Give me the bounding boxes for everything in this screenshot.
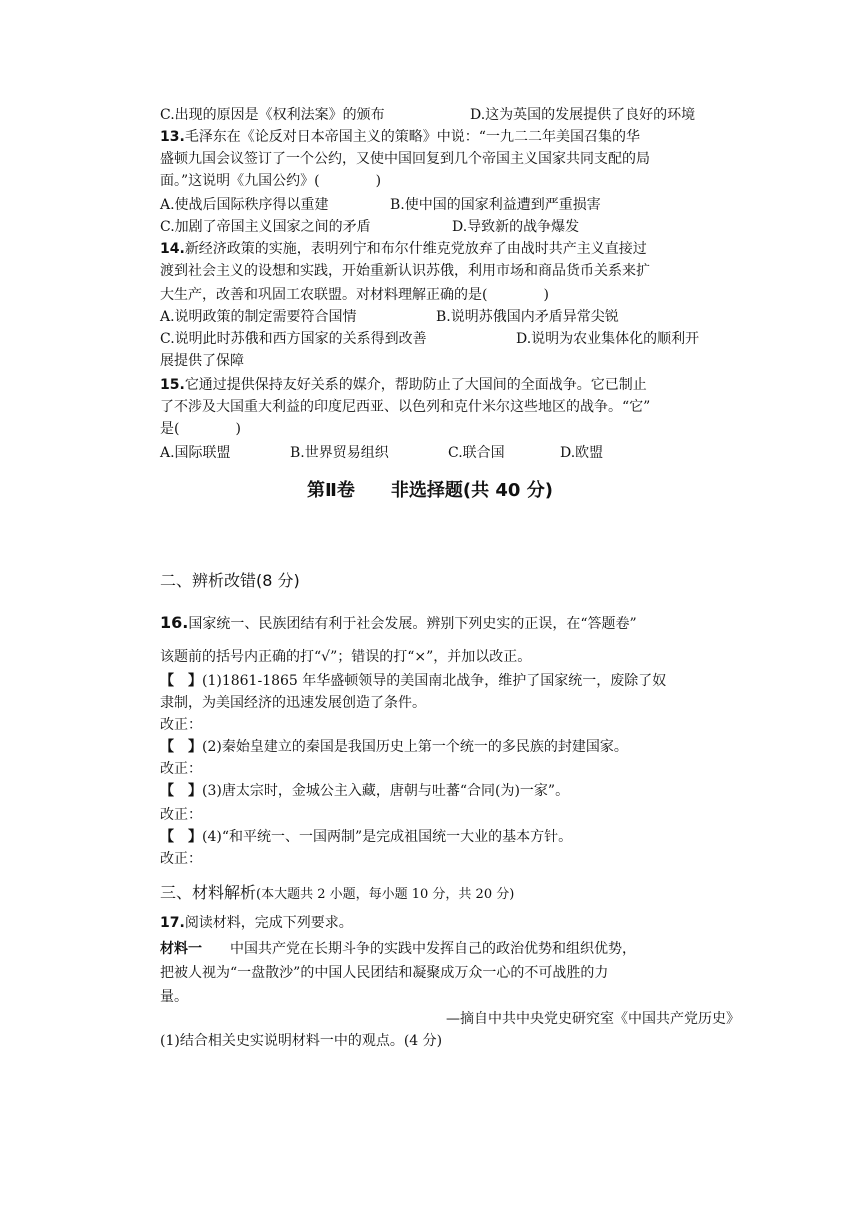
material1-line3: 量。 <box>160 989 188 1005</box>
q16-stem-line2: 该题前的括号内正确的打“√”；错误的打“×”，并加以改正。 <box>160 649 532 665</box>
material1-label: 材料一 <box>160 941 202 957</box>
q16-item1-text: (1)1861-1865 年华盛顿领导的美国南北战争，维护了国家统一，废除了奴 <box>202 673 667 689</box>
q17-sub1: (1)结合相关史实说明材料一中的观点。(4 分) <box>160 1033 443 1049</box>
answer-bracket: 【 】 <box>160 739 202 755</box>
q16-text: 国家统一、民族团结有利于社会发展。辨别下列史实的正误，在“答题卷” <box>188 616 637 632</box>
q12-options-row <box>160 104 740 126</box>
section3-note: (本大题共 2 小题，每小题 10 分，共 20 分) <box>256 887 515 902</box>
q16-item1-fix: 改正： <box>160 717 202 733</box>
q13-options-row1 <box>160 194 740 216</box>
material1-text: 中国共产党在长期斗争的实践中发挥自己的政治优势和组织优势， <box>230 941 636 957</box>
q13-option-d: D.导致新的战争爆发 <box>452 219 580 235</box>
q14-options-row2 <box>160 328 740 350</box>
q17-stem <box>160 912 740 934</box>
q14-option-a: A.说明政策的制定需要符合国情 <box>160 309 357 325</box>
q14-stem-line3: 大生产，改善和巩固工农联盟。对材料理解正确的是( ) <box>160 287 549 303</box>
section3-title: 三、材料解析 <box>160 883 257 902</box>
q14-option-c: C.说明此时苏俄和西方国家的关系得到改善 <box>160 331 427 347</box>
q15-stem-line1 <box>160 374 740 396</box>
q13-option-a: A.使战后国际秩序得以重建 <box>160 197 329 213</box>
answer-bracket: 【 】 <box>160 829 202 845</box>
q13-options-row2 <box>160 216 740 238</box>
section2-title: 二、辨析改错(8 分) <box>160 571 300 590</box>
q16-item3 <box>160 780 740 802</box>
q12-option-d: D.这为英国的发展提供了良好的环境 <box>470 107 696 123</box>
q16-item1-cont: 隶制，为美国经济的迅速发展创造了条件。 <box>160 695 426 711</box>
q15-text: 它通过提供保持友好关系的媒介，帮助防止了大国间的全面战争。它已制止 <box>184 377 647 393</box>
answer-bracket: 【 】 <box>160 673 202 689</box>
q14-stem-line1 <box>160 238 740 260</box>
q16-item3-text: (3)唐太宗时，金城公主入藏，唐朝与吐蕃“合同(为)一家”。 <box>202 783 570 799</box>
q14-stem-line2: 渡到社会主义的设想和实践，开始重新认识苏俄，利用市场和商品货币关系来扩 <box>160 263 650 279</box>
q16-item4 <box>160 826 740 848</box>
q16-item2-fix: 改正： <box>160 761 202 777</box>
q13-option-c: C.加剧了帝国主义国家之间的矛盾 <box>160 219 371 235</box>
q15-options-row <box>160 442 740 464</box>
q13-stem-line1 <box>160 126 740 148</box>
q15-option-d: D.欧盟 <box>560 445 604 461</box>
q16-item3-fix: 改正： <box>160 807 202 823</box>
q13-option-b: B.使中国的国家利益遭到严重损害 <box>390 197 601 213</box>
q14-text: 新经济政策的实施，表明列宁和布尔什维克党放弃了由战时共产主义直接过 <box>184 241 647 257</box>
q16-item4-fix: 改正： <box>160 851 202 867</box>
q14-number: 14. <box>160 241 185 257</box>
material1-line1 <box>160 938 740 960</box>
q14-options-row1 <box>160 306 740 328</box>
q14-option-d-cont: 展提供了保障 <box>160 353 244 369</box>
q17-number: 17. <box>160 915 185 931</box>
q14-option-d: D.说明为农业集体化的顺利开 <box>516 331 700 347</box>
q15-number: 15. <box>160 377 185 393</box>
q16-stem-line1 <box>160 612 740 635</box>
q13-text: 毛泽东在《论反对日本帝国主义的策略》中说：“一九二二年美国召集的华 <box>184 129 640 145</box>
q13-stem-line3: 面。”这说明《九国公约》( ) <box>160 173 382 189</box>
answer-bracket: 【 】 <box>160 783 202 799</box>
q16-item2-text: (2)秦始皇建立的秦国是我国历史上第一个统一的多民族的封建国家。 <box>202 739 628 755</box>
q16-item2 <box>160 736 740 758</box>
q14-option-b: B.说明苏俄国内矛盾异常尖锐 <box>436 309 619 325</box>
material1-line2: 把被人视为“一盘散沙”的中国人民团结和凝聚成万众一心的不可战胜的力 <box>160 965 609 981</box>
q16-item4-text: (4)“和平统一、一国两制”是完成祖国统一大业的基本方针。 <box>202 829 573 845</box>
q13-number: 13. <box>160 129 185 145</box>
q15-option-c: C.联合国 <box>448 445 505 461</box>
q15-option-b: B.世界贸易组织 <box>290 445 389 461</box>
q17-text: 阅读材料，完成下列要求。 <box>184 915 353 931</box>
q12-option-c: C.出现的原因是《权利法案》的颁布 <box>160 107 385 123</box>
q15-stem-line3: 是( ) <box>160 421 241 437</box>
q15-stem-line2: 了不涉及大国重大利益的印度尼西亚、以色列和克什米尔这些地区的战争。“它” <box>160 399 651 415</box>
part2-title: 第Ⅱ卷 非选择题(共 40 分) <box>307 480 553 501</box>
q16-number: 16. <box>160 613 189 632</box>
q15-option-a: A.国际联盟 <box>160 445 231 461</box>
material1-source: —摘自中共中央党史研究室《中国共产党历史》 <box>446 1011 740 1027</box>
section3-heading <box>160 880 514 903</box>
q13-stem-line2: 盛顿九国会议签订了一个公约，又使中国回复到几个帝国主义国家共同支配的局 <box>160 151 650 167</box>
q16-item1 <box>160 670 740 692</box>
